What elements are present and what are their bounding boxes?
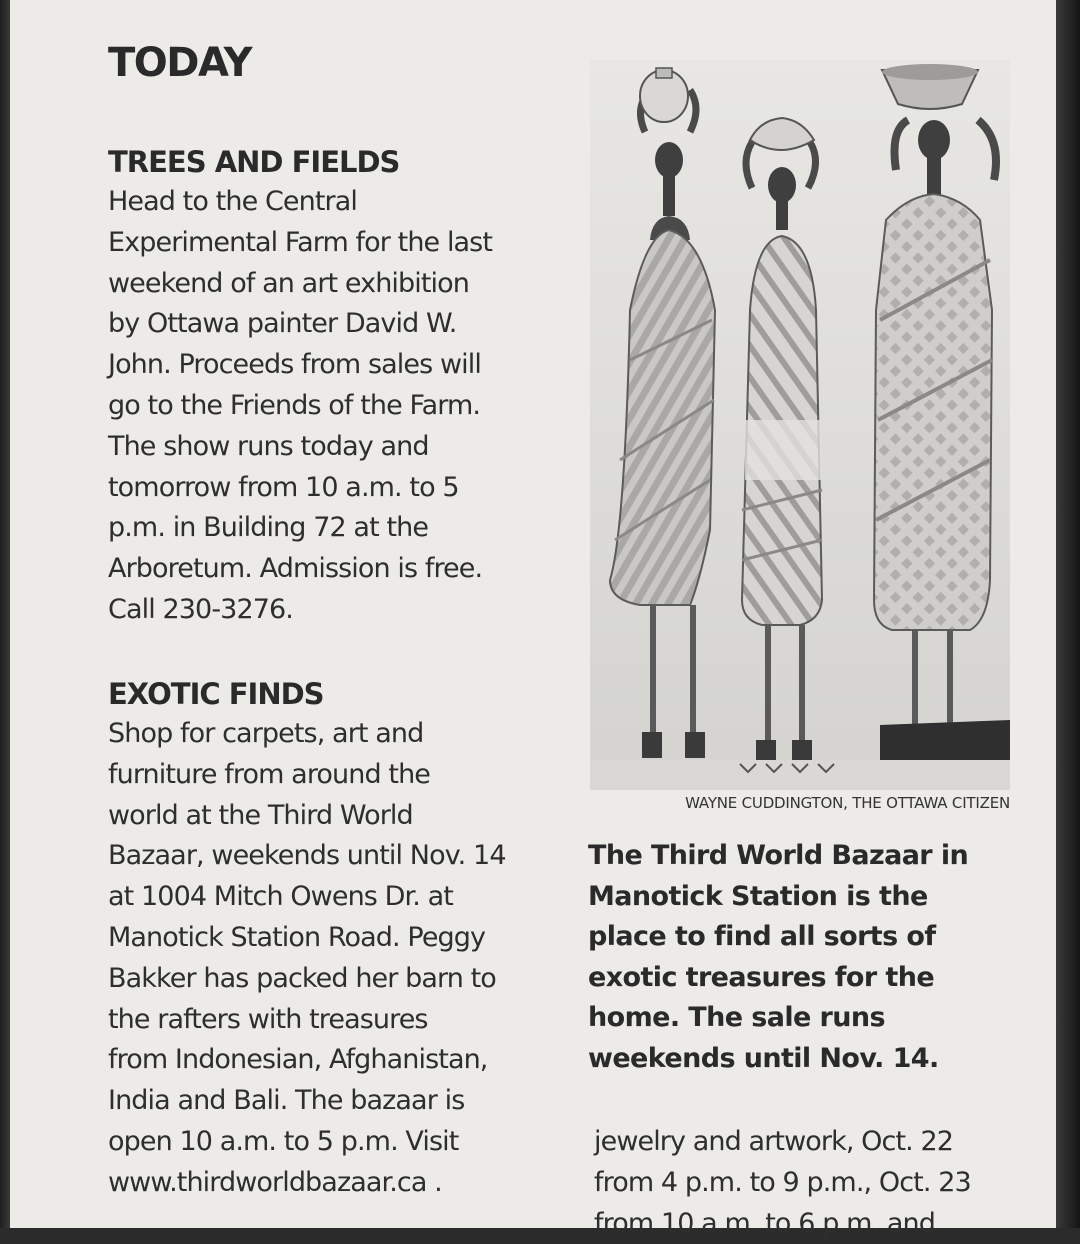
- body-line: from 4 p.m. to 9 p.m., Oct. 23: [594, 1166, 971, 1198]
- article-trees-and-fields: [108, 142, 548, 631]
- body-line: by Ottawa painter David W.: [108, 308, 457, 340]
- body-line: weekend of an art exhibition: [108, 267, 469, 299]
- body-line: India and Bali. The bazaar is: [108, 1085, 465, 1117]
- body-line: Manotick Station Road. Peggy: [108, 921, 486, 953]
- body-line: world at the Third World: [108, 799, 413, 831]
- body-line: The show runs today and: [108, 430, 429, 462]
- page-edge-left: [0, 0, 10, 1228]
- caption-line: exotic treasures for the: [588, 961, 935, 993]
- article-body: [108, 714, 548, 1204]
- page-edge-right: [1056, 0, 1080, 1228]
- body-line: Call 230-3276.: [108, 593, 293, 625]
- body-line: at 1004 Mitch Owens Dr. at: [108, 881, 453, 913]
- body-line: Head to the Central: [108, 186, 357, 217]
- body-line: go to the Friends of the Farm.: [108, 389, 481, 421]
- floor-textiles: [590, 760, 1010, 790]
- section-title: TODAY: [108, 40, 252, 86]
- body-line: John. Proceeds from sales will: [108, 349, 481, 381]
- sculptures-illustration: [590, 60, 1010, 790]
- article-headline: EXOTIC FINDS: [108, 677, 324, 711]
- photo-credit: WAYNE CUDDINGTON, THE OTTAWA CITIZEN: [685, 794, 1010, 812]
- body-line: jewelry and artwork, Oct. 22: [594, 1126, 954, 1157]
- body-line: furniture from around the: [108, 758, 431, 790]
- body-line: tomorrow from 10 a.m. to 5: [108, 471, 459, 503]
- body-line: p.m. in Building 72 at the: [108, 512, 429, 544]
- article-headline: TREES AND FIELDS: [108, 145, 400, 179]
- body-line: Experimental Farm for the last: [108, 226, 493, 258]
- body-line: the rafters with treasures: [108, 1003, 428, 1035]
- caption-line: weekends until Nov. 14.: [588, 1042, 939, 1074]
- article-body: [108, 182, 548, 631]
- body-line: Bakker has packed her barn to: [108, 962, 496, 994]
- photo-caption: [588, 836, 1008, 1079]
- article-exotic-finds: [108, 674, 548, 1204]
- body-line: www.thirdworldbazaar.ca .: [108, 1166, 442, 1198]
- body-line: from 10 a.m. to 6 p.m. and: [594, 1207, 935, 1239]
- caption-line: home. The sale runs: [588, 1002, 885, 1033]
- body-line: Shop for carpets, art and: [108, 718, 424, 749]
- sculpture-photo: [590, 60, 1010, 790]
- continued-column-text: [594, 1122, 1034, 1244]
- body-line: from Indonesian, Afghanistan,: [108, 1044, 488, 1076]
- newspaper-page: [10, 0, 1056, 1239]
- body-line: Arboretum. Admission is free.: [108, 553, 483, 585]
- caption-line: Manotick Station is the: [588, 880, 928, 912]
- caption-line: The Third World Bazaar in: [588, 840, 969, 871]
- body-line: open 10 a.m. to 5 p.m. Visit: [108, 1125, 459, 1157]
- caption-line: place to find all sorts of: [588, 921, 936, 952]
- body-line: Bazaar, weekends until Nov. 14: [108, 840, 506, 872]
